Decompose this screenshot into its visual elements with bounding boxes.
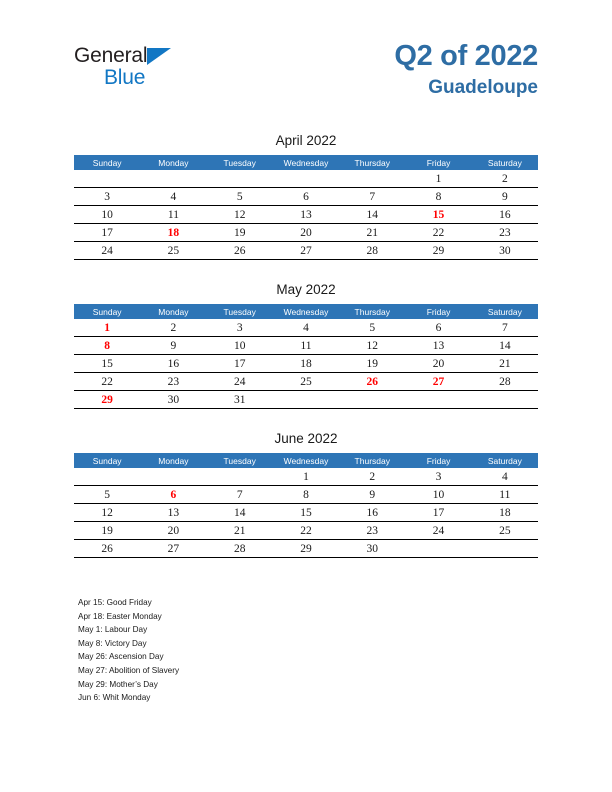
page-subtitle: Guadeloupe [428,77,538,99]
day-cell[interactable]: 5 [207,188,273,206]
week-row [74,373,538,391]
month-calendar-table [74,453,538,558]
day-cell[interactable]: 8 [273,486,339,504]
day-cell[interactable]: 13 [273,206,339,224]
day-cell[interactable]: 16 [339,504,405,522]
weekday-header-row [74,304,538,319]
day-cell[interactable]: 13 [140,504,206,522]
day-cell[interactable]: 4 [140,188,206,206]
day-cell[interactable]: 12 [74,504,140,522]
weekday-header-cell: Thursday [339,304,405,319]
day-cell[interactable]: 23 [339,522,405,540]
weekday-header-cell: Wednesday [273,304,339,319]
day-cell[interactable]: 30 [339,540,405,558]
day-cell-empty [74,170,140,188]
day-cell-empty [273,170,339,188]
brand-name-blue: Blue [104,66,146,89]
day-cell[interactable]: 7 [472,319,538,337]
week-row [74,170,538,188]
week-row [74,319,538,337]
day-cell[interactable]: 22 [273,522,339,540]
day-cell[interactable]: 11 [140,206,206,224]
holiday-legend-item: Jun 6: Whit Monday [78,693,151,703]
day-cell[interactable]: 31 [207,391,273,409]
weekday-header-cell: Wednesday [273,453,339,468]
day-cell[interactable]: 26 [207,242,273,260]
month-calendar-table [74,304,538,409]
day-cell[interactable]: 11 [472,486,538,504]
day-cell[interactable]: 21 [339,224,405,242]
day-cell[interactable]: 21 [207,522,273,540]
day-cell[interactable]: 17 [207,355,273,373]
weekday-header-row [74,453,538,468]
day-cell[interactable]: 4 [472,468,538,486]
day-cell-empty [74,468,140,486]
day-cell[interactable]: 19 [339,355,405,373]
day-cell[interactable]: 10 [405,486,471,504]
day-cell-empty [472,391,538,409]
week-row [74,337,538,355]
day-cell[interactable]: 24 [74,242,140,260]
weekday-header-cell: Saturday [472,304,538,319]
title-block [394,40,538,101]
day-cell-empty [207,170,273,188]
day-cell[interactable]: 30 [140,391,206,409]
holiday-legend-item: May 26: Ascension Day [78,652,164,662]
week-row [74,540,538,558]
day-cell[interactable]: 10 [74,206,140,224]
day-cell[interactable]: 3 [74,188,140,206]
month-block [74,133,538,260]
day-cell[interactable]: 28 [207,540,273,558]
day-cell-empty [273,391,339,409]
day-cell[interactable]: 13 [405,337,471,355]
day-cell[interactable]: 26 [339,373,405,391]
day-cell[interactable]: 6 [140,486,206,504]
day-cell[interactable]: 14 [339,206,405,224]
day-cell-empty [140,468,206,486]
holiday-legend-item: Apr 18: Easter Monday [78,611,162,621]
day-cell[interactable]: 20 [405,355,471,373]
weekday-header-cell: Monday [140,453,206,468]
day-cell-empty [472,540,538,558]
weekday-header-cell: Friday [405,453,471,468]
brand-name-general: General [74,44,148,67]
weekday-header-cell: Thursday [339,155,405,170]
brand-logo [74,45,171,88]
weekday-header-cell: Monday [140,155,206,170]
weekday-header-cell: Tuesday [207,453,273,468]
day-cell[interactable]: 8 [405,188,471,206]
page-title: Q2 of 2022 [394,40,538,72]
day-cell[interactable]: 29 [74,391,140,409]
day-cell[interactable]: 14 [207,504,273,522]
day-cell[interactable]: 25 [140,242,206,260]
day-cell[interactable]: 22 [74,373,140,391]
day-cell[interactable]: 23 [140,373,206,391]
weekday-header-cell: Tuesday [207,155,273,170]
day-cell[interactable]: 9 [339,486,405,504]
day-cell[interactable]: 2 [339,468,405,486]
day-cell[interactable]: 18 [273,355,339,373]
week-row [74,486,538,504]
day-cell[interactable]: 21 [472,355,538,373]
weekday-header-cell: Thursday [339,453,405,468]
day-cell[interactable]: 7 [339,188,405,206]
day-cell[interactable]: 9 [140,337,206,355]
day-cell[interactable]: 25 [472,522,538,540]
day-cell[interactable]: 15 [74,355,140,373]
day-cell[interactable]: 28 [339,242,405,260]
day-cell[interactable]: 24 [207,373,273,391]
day-cell[interactable]: 18 [140,224,206,242]
month-calendar-table [74,155,538,260]
day-cell-empty [207,468,273,486]
day-cell[interactable]: 16 [472,206,538,224]
day-cell[interactable]: 12 [207,206,273,224]
day-cell[interactable]: 23 [472,224,538,242]
holiday-legend-item: May 8: Victory Day [78,638,147,648]
day-cell[interactable]: 6 [273,188,339,206]
day-cell[interactable]: 9 [472,188,538,206]
day-cell[interactable]: 27 [140,540,206,558]
week-row [74,188,538,206]
day-cell[interactable]: 2 [472,170,538,188]
day-cell[interactable]: 29 [273,540,339,558]
day-cell[interactable]: 18 [472,504,538,522]
day-cell[interactable]: 27 [273,242,339,260]
weekday-header-cell: Friday [405,304,471,319]
day-cell[interactable]: 1 [273,468,339,486]
day-cell[interactable]: 19 [207,224,273,242]
holiday-legend-item: Apr 15: Good Friday [78,598,152,607]
day-cell[interactable]: 8 [74,337,140,355]
day-cell[interactable]: 7 [207,486,273,504]
day-cell-empty [339,170,405,188]
week-row [74,522,538,540]
weekday-header-cell: Saturday [472,155,538,170]
weekday-header-cell: Monday [140,304,206,319]
month-block [74,282,538,409]
weekday-header-cell: Wednesday [273,155,339,170]
day-cell[interactable]: 17 [74,224,140,242]
day-cell[interactable]: 3 [207,319,273,337]
weekday-header-cell: Sunday [74,155,140,170]
holiday-legend [78,596,378,705]
day-cell-empty [405,540,471,558]
day-cell[interactable]: 5 [339,319,405,337]
brand-logo-top-row [74,45,171,66]
day-cell[interactable]: 15 [273,504,339,522]
holiday-legend-item: May 29: Mother’s Day [78,679,158,689]
day-cell[interactable]: 17 [405,504,471,522]
day-cell[interactable]: 20 [140,522,206,540]
day-cell[interactable]: 30 [472,242,538,260]
week-row [74,391,538,409]
day-cell[interactable]: 19 [74,522,140,540]
day-cell[interactable]: 3 [405,468,471,486]
day-cell[interactable]: 27 [405,373,471,391]
day-cell[interactable]: 10 [207,337,273,355]
day-cell-empty [140,170,206,188]
day-cell[interactable]: 1 [405,170,471,188]
day-cell[interactable]: 29 [405,242,471,260]
week-row [74,504,538,522]
weekday-header-cell: Sunday [74,304,140,319]
day-cell[interactable]: 11 [273,337,339,355]
calendar-months [74,133,538,580]
weekday-header-row [74,155,538,170]
month-title: June 2022 [274,431,338,446]
week-row [74,242,538,260]
weekday-header-cell: Friday [405,155,471,170]
week-row [74,355,538,373]
month-block [74,431,538,558]
day-cell[interactable]: 16 [140,355,206,373]
week-row [74,224,538,242]
day-cell[interactable]: 26 [74,540,140,558]
day-cell[interactable]: 22 [405,224,471,242]
day-cell[interactable]: 1 [74,319,140,337]
day-cell[interactable]: 15 [405,206,471,224]
day-cell-empty [339,391,405,409]
holiday-legend-item: May 1: Labour Day [78,625,148,635]
weekday-header-cell: Tuesday [207,304,273,319]
day-cell[interactable]: 2 [140,319,206,337]
weekday-header-cell: Saturday [472,453,538,468]
week-row [74,468,538,486]
day-cell[interactable]: 24 [405,522,471,540]
triangle-flag-icon [147,48,171,65]
day-cell[interactable]: 4 [273,319,339,337]
day-cell[interactable]: 5 [74,486,140,504]
weekday-header-cell: Sunday [74,453,140,468]
day-cell[interactable]: 25 [273,373,339,391]
day-cell[interactable]: 6 [405,319,471,337]
holiday-legend-item: May 27: Abolition of Slavery [78,665,180,675]
page-header [0,0,612,110]
month-title: May 2022 [276,282,336,297]
week-row [74,206,538,224]
day-cell[interactable]: 28 [472,373,538,391]
month-title: April 2022 [275,133,337,148]
day-cell[interactable]: 20 [273,224,339,242]
day-cell-empty [405,391,471,409]
day-cell[interactable]: 14 [472,337,538,355]
day-cell[interactable]: 12 [339,337,405,355]
